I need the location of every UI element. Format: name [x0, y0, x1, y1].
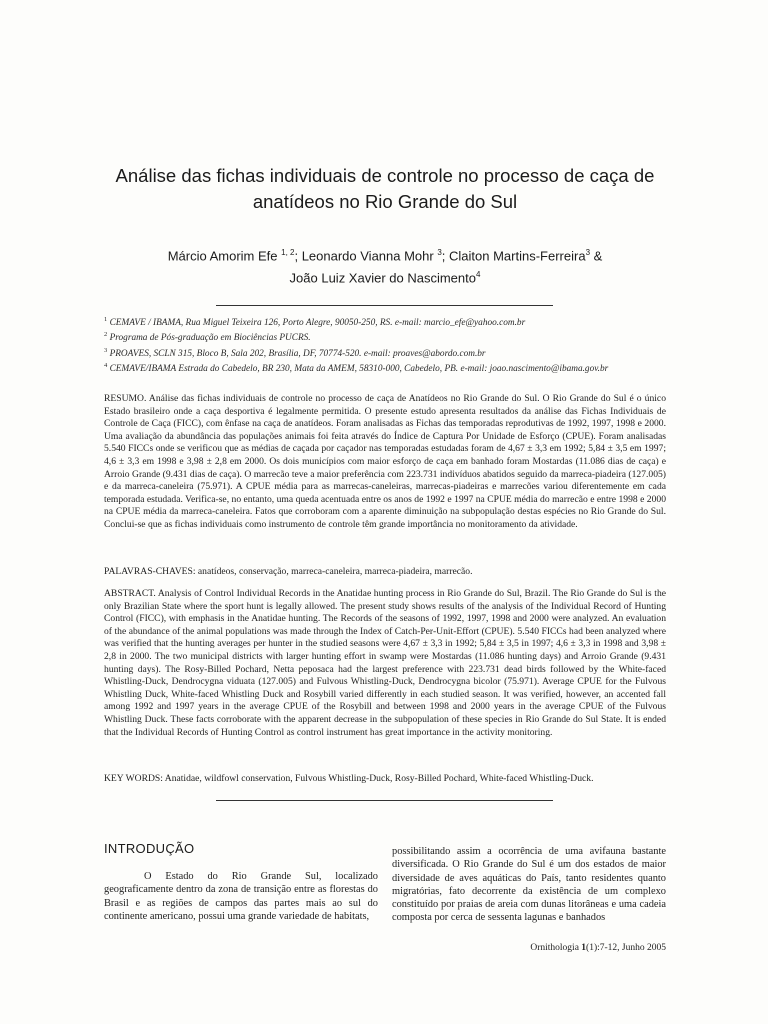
- affiliation-line: [104, 329, 664, 344]
- affiliation-text: CEMAVE/IBAMA Estrada do Cabedelo, BR 230, Mata da AMEM, 58310-000, Cabedelo, PB. e-mail: joao.nascimento@ibama.gov.br: [107, 363, 609, 374]
- affiliation-number: 3: [104, 346, 108, 354]
- affiliation-text: CEMAVE / IBAMA, Rua Miguel Teixeira 126, Porto Alegre, 90050-250, RS. e-mail: marcio_efe@yahoo.com.br: [107, 318, 526, 329]
- resumo-keywords: PALAVRAS-CHAVES: anatídeos, conservação, marreca-caneleira, marreca-piadeira, marrecão.: [104, 566, 473, 577]
- intro-column-right: possibilitando assim a ocorrência de uma avifauna bastante diversificada. O Rio Grande do Sul é um dos estados de maior diversidade de aves aquáticas do País, tanto residentes quanto migratórias, fato decorrente da existência de um complexo constituído por praias de areia com dunas litorâneas e uma cadeia composta por cerca de sessenta lagunas e banhados: [392, 846, 666, 924]
- affiliation-line: [104, 314, 664, 329]
- author-name: João Luiz Xavier do Nascimento: [289, 270, 476, 286]
- affiliation-number: 2: [104, 331, 108, 339]
- page-footer: [530, 943, 666, 953]
- author-name: ; Claiton Martins-Ferreira: [441, 248, 586, 264]
- affiliation-line: [104, 360, 664, 375]
- divider: [216, 305, 553, 306]
- author-affiliation-marker: 3: [585, 248, 591, 257]
- paper-title: Análise das fichas individuais de controle no processo de caça de anatídeos no Rio Grande do Sul: [115, 165, 655, 212]
- abstract-paragraph: ABSTRACT. Analysis of Control Individual Records in the Anatidae hunting process in Rio Grande do Sul, Brazil. The Rio Grande do Sul is the only Brazilian State where the sport hunt is legally allowed. The present study shows results of the analysis of the Individual Record of Hunting Control (FICC), with emphasis in the Anatidae hunting. The Records of the seasons of 1992, 1997, 1998 and 2000 were analyzed. An evaluation of the abundance of the animal populations was made through the Index of Catch-Per-Unit-Effort (CPUE). 5.540 FICCs had been analyzed where was verified that the hunting averages per hunter in the studied seasons were 4,67 ± 3,3 in 1992; 5,84 ± 3,5 in 1997; 4,6 ± 3,3 in 1998 and 3,98 ± 2,8 in 2000. The two municipal districts with larger hunting effort in swamp were Mostardas (11.086 hunting days) and Arroio Grande (9.431 hunting days). The Rosy-Billed Pochard, Netta peposaca had the largest preference with 223.731 dead birds followed by the White-faced Whistling-Duck, Dendrocygna viduata (127.005) and Fulvous Whistling-Duck, Dendrocygna bicolor (75.971). Average CPUE for the Fulvous Whistling Duck, White-faced Whistling Duck and Rosybill varied differently in each studied season. It was verified, however, an accented fall among 1992 and 1997 years in the average CPUE of the Rosybill and between 1998 and 2000 years in the average CPUE of the Fulvous Whistling Duck. These facts corroborate with the apparent decrease in the subpopulation of these species in Rio Grande do Sul State. It is ended that the Individual Records of Hunting Control as control instrument has great importance in the activity monitoring.: [104, 588, 666, 738]
- journal-issue-pages: (1):7-12, Junho 2005: [586, 943, 666, 953]
- affiliation-text: Programa de Pós-graduação em Biociências PUCRS.: [107, 333, 311, 344]
- intro-column-left: O Estado do Rio Grande Sul, localizado geograficamente dentro da zona de transição entre as florestas do Brasil e as regiões de campos das partes mais ao sul do continente americano, possui uma grande variedade de habitats,: [104, 871, 378, 922]
- author-separator: &: [590, 248, 603, 264]
- affiliation-text: PROAVES, SCLN 315, Bloco B, Sala 202, Brasília, DF, 70774-520. e-mail: proaves@abordo.com.br: [107, 348, 486, 359]
- divider: [216, 800, 553, 801]
- journal-volume: 1: [581, 943, 587, 953]
- author-affiliation-marker: 4: [475, 270, 481, 280]
- affiliation-number: 4: [104, 361, 108, 369]
- author-affiliation-marker: 3: [437, 248, 442, 257]
- section-heading: INTRODUÇÃO: [104, 841, 195, 856]
- journal-name: Ornithologia: [530, 943, 582, 953]
- author-affiliation-marker: 1, 2: [281, 248, 295, 257]
- abstract-keywords: KEY WORDS: Anatidae, wildfowl conservation, Fulvous Whistling-Duck, Rosy-Billed Pochard, White-faced Whistling-Duck.: [104, 773, 594, 784]
- affiliation-line: [104, 345, 664, 360]
- author-name: Márcio Amorim Efe: [167, 248, 278, 264]
- author-name: ; Leonardo Vianna Mohr: [294, 248, 434, 264]
- author-list: [120, 243, 650, 288]
- resumo-paragraph: RESUMO. Análise das fichas individuais de controle no processo de caça de Anatídeos no Rio Grande do Sul. O Rio Grande do Sul é o único Estado brasileiro onde a caça desportiva é legalmente permitida. O presente estudo apresenta resultados da análise das Fichas Individuais de Controle de Caça (FICC), com ênfase na caça de anatídeos. Foram analisadas as Fichas das temporadas reprodutivas de 1992, 1997, 1998 e 2000. Uma avaliação da abundância das populações animais foi feita através do Índice de Captura Por Unidade de Esforço (CPUE). Foram analisadas 5.540 FICCs onde se verificou que as médias de caçada por caçador nas temporadas estudadas foram de 4,67 ± 3,3 em 1992; 5,84 ± 3,5 em 1997; 4,6 ± 3,3 em 1998 e 3,98 ± 2,8 em 2000. Os dois municípios com maior esforço de caça em banhado foram Mostardas (11.086 dias de caça) e Arroio Grande (9.431 dias de caça). O marrecão teve a maior preferência com 223.731 indivíduos abatidos seguido da marreca-piadeira (127.005) e da marreca-caneleira (75.971). A CPUE média para as marrecas-caneleiras, marrecas-piadeiras e marrecões variou diferentemente em cada temporada estudada. Verifica-se, no entanto, uma queda acentuada entre os anos de 1992 e 1997 na CPUE média do marrecão e entre 1998 e 2000 na CPUE média da marreca-caneleira. Fatos que corroboram com a aparente diminuição na subpopulação destas espécies no Rio Grande do Sul. Conclui-se que as fichas individuais como instrumento de controle têm grande importância no monitoramento da atividade.: [104, 393, 666, 530]
- affiliations: [104, 314, 664, 375]
- affiliation-number: 1: [104, 316, 108, 323]
